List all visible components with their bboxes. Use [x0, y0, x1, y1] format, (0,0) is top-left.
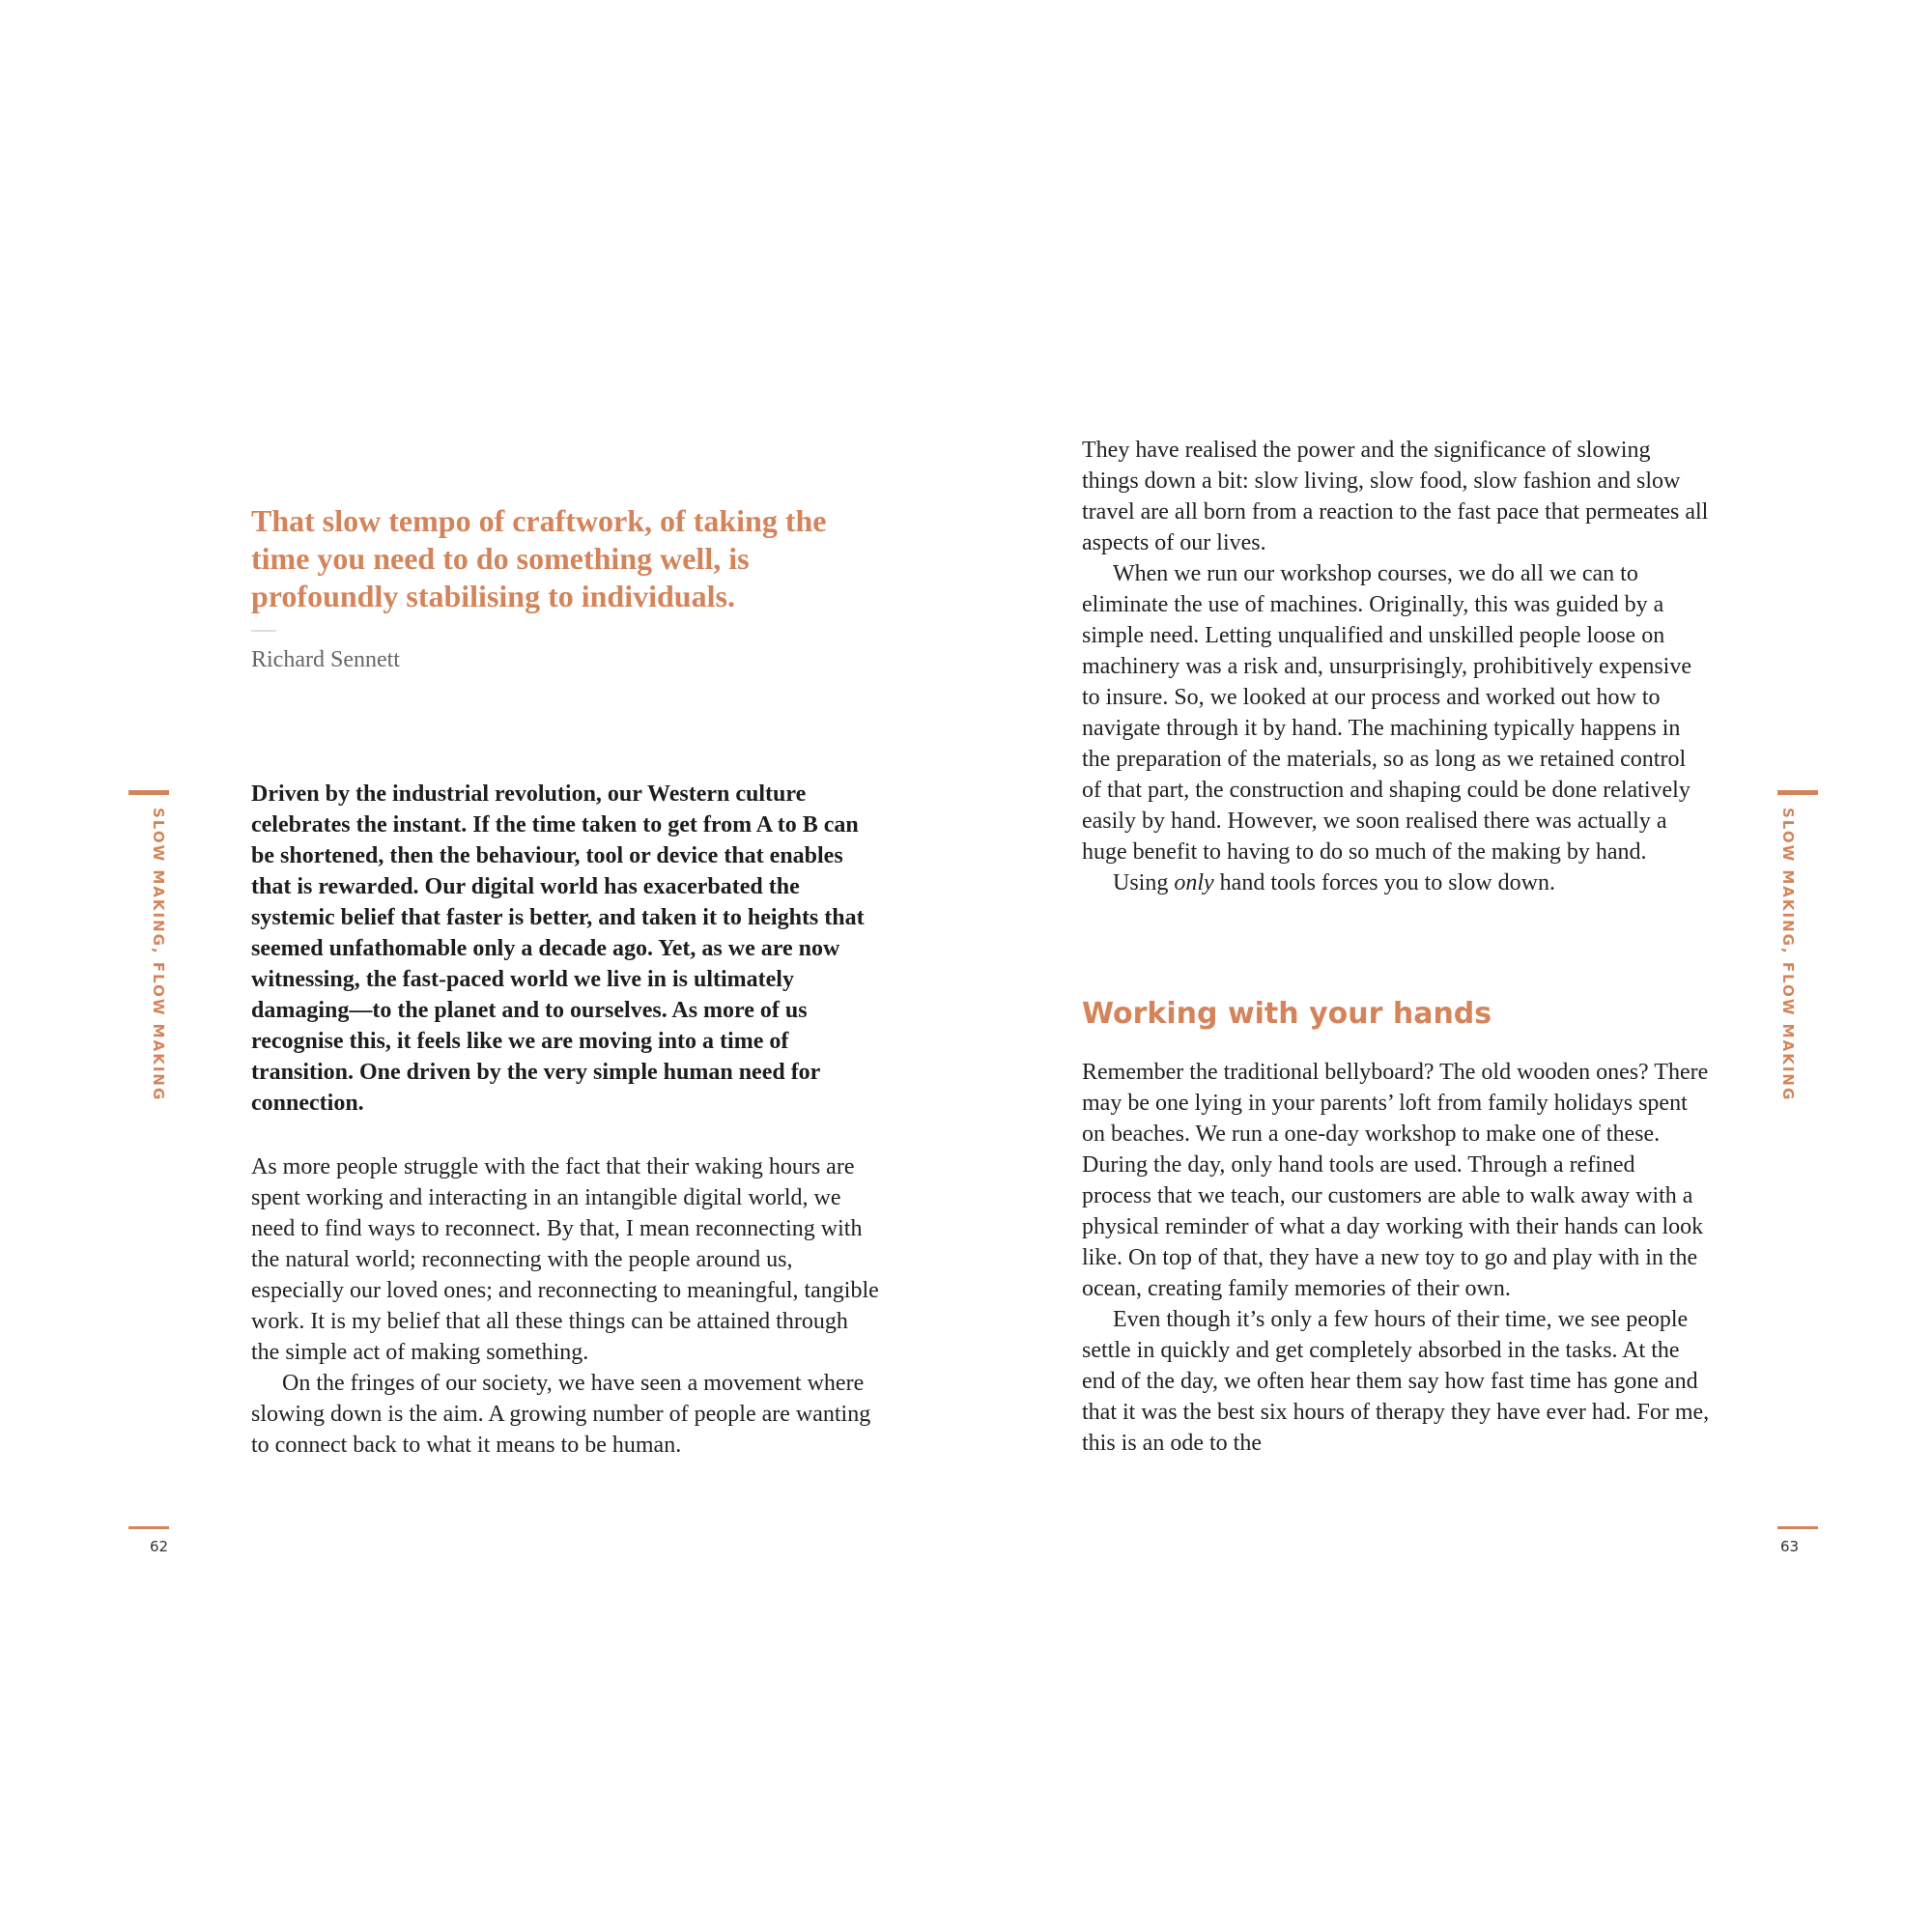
hand-tools-before: Using	[1113, 870, 1175, 895]
body-paragraph: They have realised the power and the significance of slowing things down a bit: slow living, slow food, slow fashion and slow travel are all born from a reaction to the fast pace that permeates all aspects of our lives.	[1082, 438, 1709, 555]
body-paragraph: Even though it’s only a few hours of their time, we see people settle in quickly and get completely absorbed in the tasks. At the end of the day, we often hear them say how fast time has gone and that it was the best six hours of therapy they have ever had. For me, this is an ode to the	[1082, 1307, 1710, 1456]
running-head-rule	[128, 790, 169, 795]
running-head: SLOW MAKING, FLOW MAKING	[1779, 808, 1797, 1102]
hand-tools-emphasis: only	[1174, 870, 1214, 895]
right-page	[966, 0, 1932, 1932]
body-paragraph: As more people struggle with the fact that their waking hours are spent working and interacting in an intangible digital world, we need to find ways to reconnect. By that, I mean reconnecting with the natural world; reconnecting with the people around us, especially our loved ones; and reconnecting to meaningful, tangible work. It is my belief that all these things can be attained through the simple act of making something.	[251, 1154, 879, 1365]
right-body-text-bottom	[1082, 1057, 1710, 1459]
page-number: 63	[1780, 1538, 1800, 1555]
quote-author: Richard Sennett	[251, 647, 400, 672]
body-paragraph: On the fringes of our society, we have seen a movement where slowing down is the aim. A growing number of people are wanting to connect back to what it means to be human.	[251, 1371, 871, 1458]
quote-divider	[251, 630, 276, 632]
section-heading: Working with your hands	[1082, 997, 1492, 1031]
folio-rule	[1777, 1526, 1818, 1529]
folio-rule	[128, 1526, 169, 1529]
body-paragraph: Remember the traditional bellyboard? The old wooden ones? There may be one lying in your parents’ loft from family holidays spent on beaches. We run a one-day workshop to make one of these. During the day, only hand tools are used. Through a refined process that we teach, our customers are able to walk away with a physical reminder of what a day working with their hands can look like. On top of that, they have a new toy to go and play with in the ocean, creating family memories of their own.	[1082, 1060, 1709, 1301]
right-body-text-top	[1082, 435, 1710, 898]
left-body-text	[251, 1151, 879, 1461]
hand-tools-after: hand tools forces you to slow down.	[1213, 870, 1555, 895]
pullquote: That slow tempo of craftwork, of taking the time you need to do something well, is profoundly stabilising to individuals.	[251, 503, 827, 613]
hand-tools-line	[1082, 867, 1710, 898]
intro-paragraph: Driven by the industrial revolution, our Western culture celebrates the instant. If the time taken to get from A to B can be shortened, then the behaviour, tool or device that enables that is rewarded. Our digital world has exacerbated the systemic belief that faster is better, and taken it to heights that seemed unfathomable only a decade ago. Yet, as we are now witnessing, the fast-paced world we live in is ultimately damaging—to the planet and to ourselves. As more of us recognise this, it feels like we are moving into a time of transition. One driven by the very simple human need for connection.	[251, 781, 865, 1116]
body-paragraph: When we run our workshop courses, we do all we can to eliminate the use of machines. Originally, this was guided by a simple need. Letting unqualified and unskilled people loose on machinery was a risk and, unsurprisingly, prohibitively expensive to insure. So, we looked at our process and worked out how to navigate through it by hand. The machining typically happens in the preparation of the materials, so as long as we retained control of that part, the construction and shaping could be done relatively easily by hand. However, we soon realised there was actually a huge benefit to having to do so much of the making by hand.	[1082, 561, 1691, 865]
page-number: 62	[150, 1538, 169, 1555]
running-head-rule	[1777, 790, 1818, 795]
running-head: SLOW MAKING, FLOW MAKING	[150, 808, 167, 1102]
